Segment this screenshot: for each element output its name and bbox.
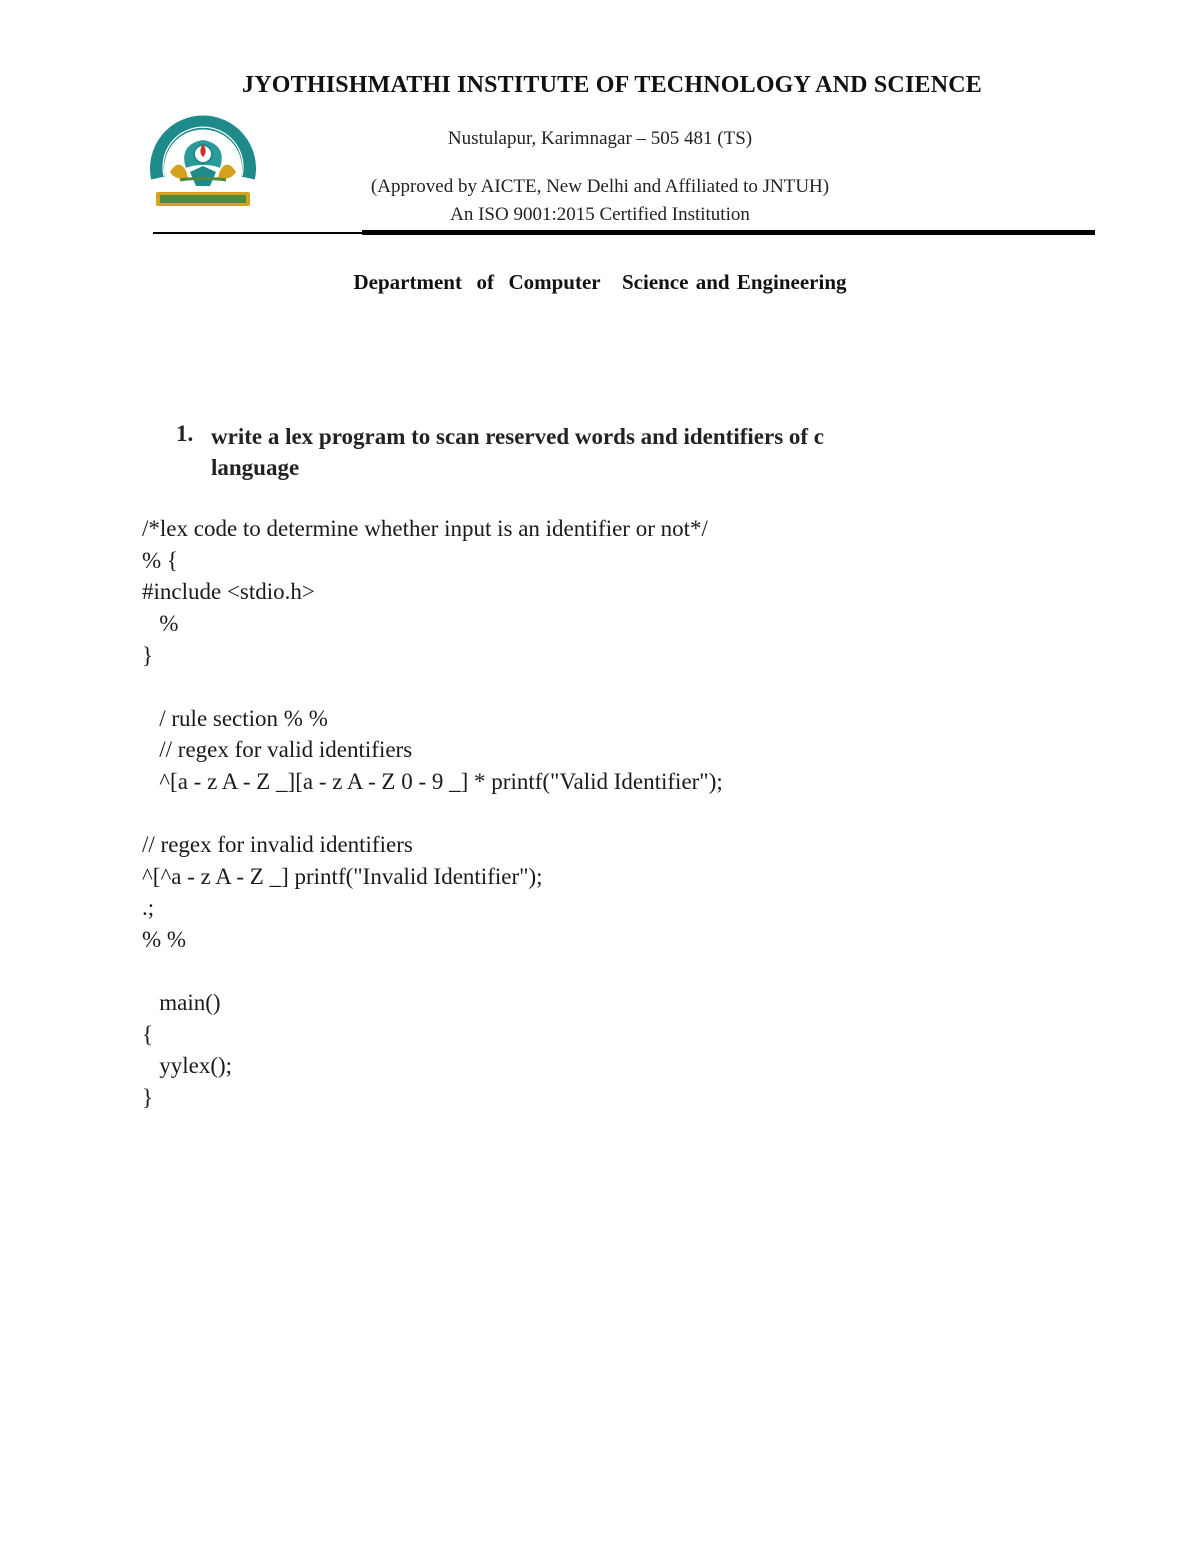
code-line: ^[a - z A - Z _][a - z A - Z 0 - 9 _] * printf("Valid Identifier");: [142, 769, 723, 794]
code-line: {: [142, 1022, 154, 1047]
department-heading: Department of Computer Science and Engineering: [353, 270, 847, 294]
iso-certification: An ISO 9001:2015 Certified Institution: [450, 204, 750, 225]
code-line: // regex for valid identifiers: [142, 737, 413, 762]
code-line: .;: [142, 895, 155, 920]
code-line: % %: [142, 927, 187, 952]
code-line: yylex();: [142, 1053, 233, 1078]
code-line: }: [142, 643, 154, 668]
institution-crest-icon: [150, 108, 256, 212]
code-line: /*lex code to determine whether input is an identifier or not*/: [142, 516, 708, 541]
institution-title: JYOTHISHMATHI INSTITUTE OF TECHNOLOGY AND SCIENCE: [242, 72, 982, 98]
code-line: % {: [142, 548, 178, 573]
question-number: 1.: [176, 421, 194, 446]
code-line: / rule section % %: [142, 706, 328, 731]
header-divider-thick: [362, 230, 1095, 235]
header-divider-thin: [153, 232, 363, 234]
crest-graphic: [150, 108, 256, 212]
code-line: // regex for invalid identifiers: [142, 832, 413, 857]
code-line: main(): [142, 990, 221, 1015]
code-line: }: [142, 1085, 154, 1110]
institution-address: Nustulapur, Karimnagar – 505 481 (TS): [447, 128, 753, 149]
code-line: #include <stdio.h>: [142, 579, 315, 604]
question-text: [211, 421, 1011, 483]
code-line: ^[^a - z A - Z _] printf("Invalid Identifier");: [142, 864, 543, 889]
question-line-2: language: [211, 455, 300, 480]
approval-note: (Approved by AICTE, New Delhi and Affiliated to JNTUH): [370, 176, 830, 197]
question-line-1: write a lex program to scan reserved words and identifiers of c: [211, 424, 825, 449]
code-line: %: [142, 611, 179, 636]
